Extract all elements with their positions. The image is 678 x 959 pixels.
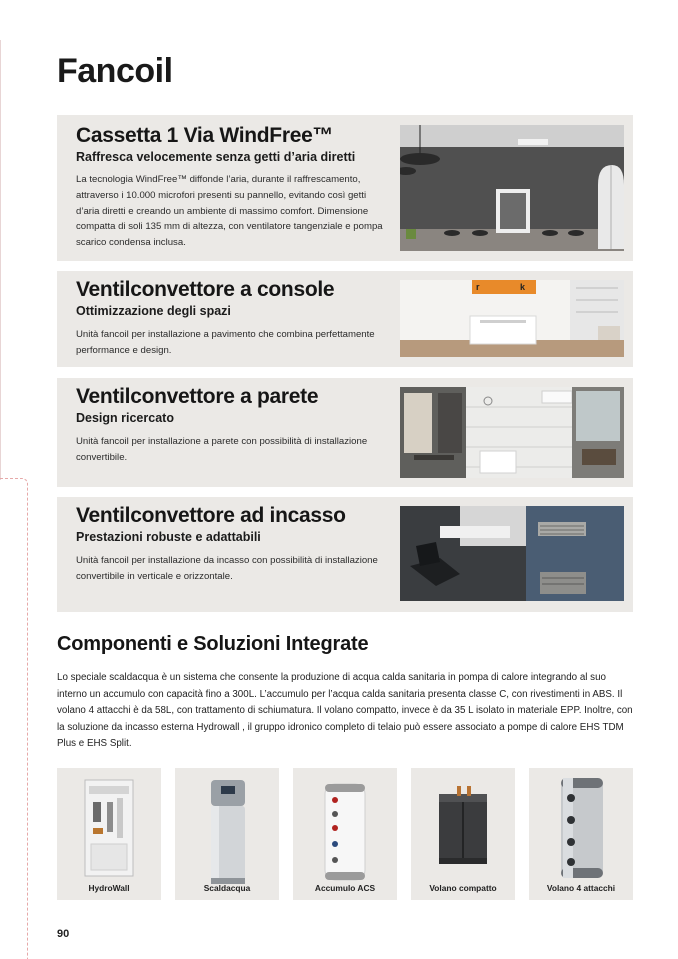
product-card-accumulo-acs (293, 768, 397, 900)
card-wall (57, 378, 633, 487)
card-body: Unità fancoil per installazione a parete con possibilità di installazione convertibile. (76, 436, 368, 463)
card-subtitle: Design ricercato (76, 411, 174, 426)
card-body: Unità fancoil per installazione a pavimento che combina perfettamente performance e design. (76, 329, 375, 356)
built-in-office-image (400, 506, 624, 601)
page-title: Fancoil (57, 52, 173, 90)
card-subtitle: Ottimizzazione degli spazi (76, 304, 231, 319)
card-title: Ventilconvettore a parete (76, 385, 319, 408)
product-label: Scaldacqua (203, 883, 251, 893)
page-number: 90 (57, 928, 70, 940)
product-card-volano-compatto (411, 768, 515, 900)
card-body: La tecnologia WindFree™ diffonde l’aria, durante il raffrescamento, attraverso i 10.000 microfori presenti su pannello, evitando così getti d’aria diretti e creando un ambiente di massimo comfort. Dimensione compatta di soli 135 mm di altezza, con ventilatore tangenziale e pompa scarico condensa inclusa. (76, 174, 383, 249)
card-body: Unità fancoil per installazione da incasso con possibilità di installazione convertibile in verticale e orizzontale. (76, 555, 378, 582)
buffer-tank-image (529, 768, 633, 900)
product-label: Volano compatto (429, 883, 497, 893)
windfree-room-image (400, 125, 624, 251)
card-built-in (57, 497, 633, 612)
wall-office-image (400, 387, 624, 478)
hydrowall-image (57, 768, 161, 900)
product-grid (57, 768, 633, 900)
svg-text:k: k (520, 282, 526, 292)
product-card-volano-4-attacchi (529, 768, 633, 900)
card-console (57, 271, 633, 367)
console-room-image (400, 280, 624, 357)
product-card-hydrowall (57, 768, 161, 900)
card-subtitle: Prestazioni robuste e adattabili (76, 530, 261, 545)
card-title: Ventilconvettore a console (76, 278, 335, 301)
compact-buffer-image (411, 768, 515, 900)
product-label: Accumulo ACS (314, 883, 376, 893)
card-subtitle: Raffresca velocemente senza getti d’aria diretti (76, 150, 356, 165)
page-edge-line (0, 40, 1, 480)
svg-text:r: r (476, 282, 480, 292)
section-title: Componenti e Soluzioni Integrate (57, 633, 369, 655)
product-card-scaldacqua (175, 768, 279, 900)
page-edge-tab (0, 478, 28, 959)
water-heater-image (175, 768, 279, 900)
section-intro: Lo speciale scaldacqua è un sistema che consente la produzione di acqua calda sanitaria in pompa di calore integrando al suo interno un accumulo con capacità fino a 300L. L’accumulo per l’acqua calda sanitaria presenta classe C, con rivestimenti in ABS. Il volano 4 attacchi è da 58L, con trattamento di schiumatura. Il volano compatto, invece è da 35 L isolato in materiale EPP. Inoltre, con la soluzione da incasso esterna Hydrowall , il gruppo idronico completo di telaio può essere associato a pompe di calore EHS TDM Plus e EHS Split. (57, 672, 633, 749)
product-label: HydroWall (88, 883, 130, 893)
storage-tank-image (293, 768, 397, 900)
product-label: Volano 4 attacchi (546, 883, 616, 893)
card-title: Ventilconvettore ad incasso (76, 504, 346, 527)
card-title: Cassetta 1 Via WindFree™ (76, 124, 334, 147)
card-cassetta-windfree (57, 115, 633, 261)
